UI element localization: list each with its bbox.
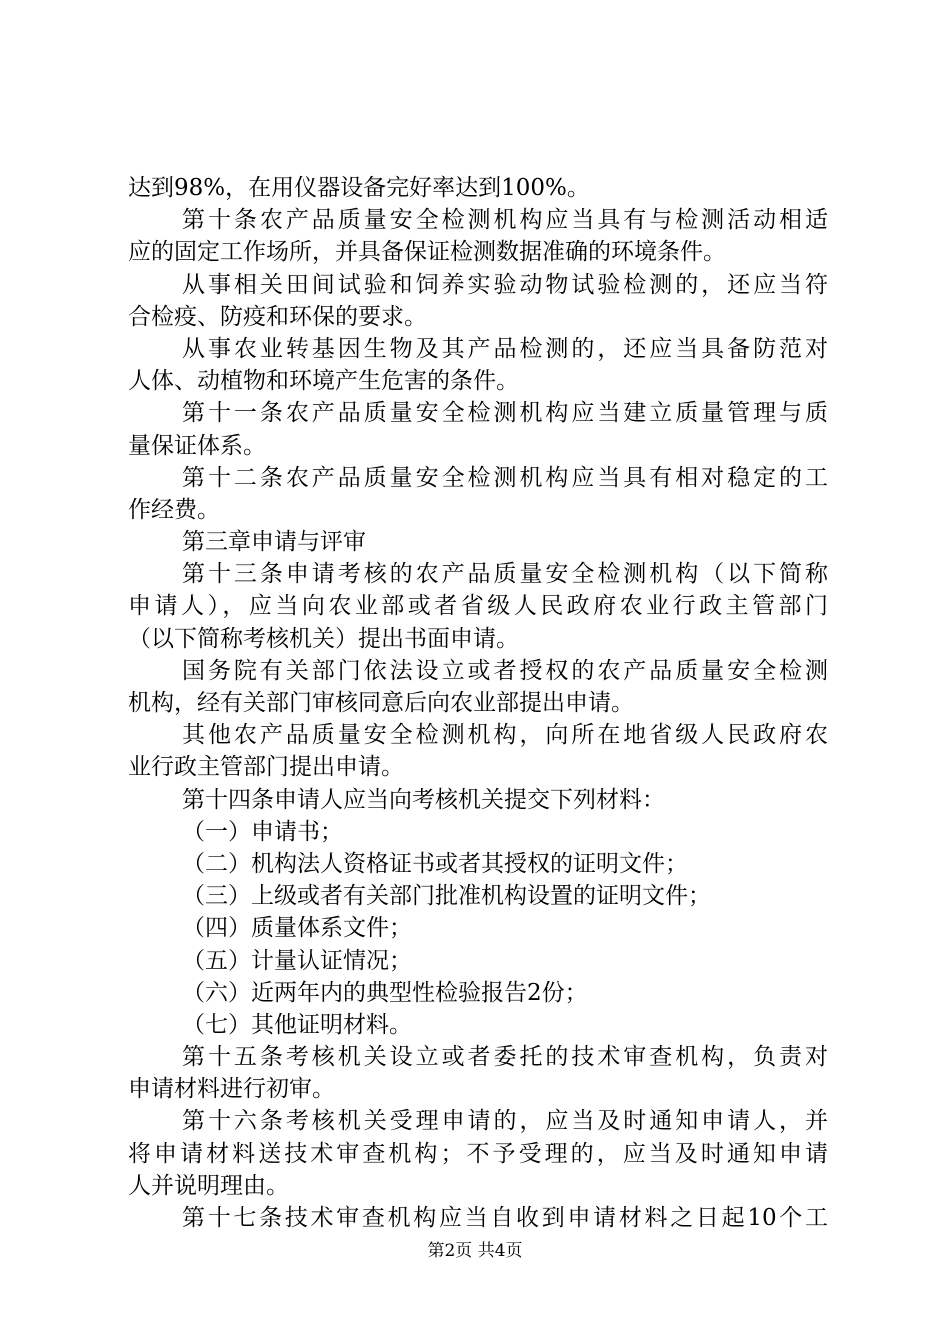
text-line: 量保证体系。 [128,432,266,459]
text-line: 其他农产品质量安全检测机构，向所在地省级人民政府农 [182,722,828,749]
text-line: 第十二条农产品质量安全检测机构应当具有相对稳定的工 [182,464,828,491]
text-line: 第十六条考核机关受理申请的，应当及时通知申请人，并 [182,1108,828,1135]
text-line: 人体、动植物和环境产生危害的条件。 [128,368,519,395]
text-line: （一）申请书； [182,818,343,845]
text-line: （二）机构法人资格证书或者其授权的证明文件； [182,850,688,877]
text-line: 从事农业转基因生物及其产品检测的，还应当具备防范对 [182,335,828,362]
text-line: 第十四条申请人应当向考核机关提交下列材料： [182,786,665,813]
text-line: 应的固定工作场所，并具备保证检测数据准确的环境条件。 [128,239,726,266]
text-line: 第十一条农产品质量安全检测机构应当建立质量管理与质 [182,400,828,427]
text-line: 机构，经有关部门审核同意后向农业部提出申请。 [128,690,634,716]
text-line: （四）质量体系文件； [182,915,412,942]
text-line: 第十七条技术审查机构应当自收到申请材料之日起10个工 [182,1205,828,1231]
text-line: （六）近两年内的典型性检验报告2份； [182,979,588,1006]
text-line: （五）计量认证情况； [182,947,412,974]
text-line: （七）其他证明材料。 [182,1011,412,1038]
text-line: 作经费。 [128,496,220,523]
text-line: 第三章申请与评审 [182,529,366,556]
text-line: 第十五条考核机关设立或者委托的技术审查机构，负责对 [182,1044,828,1071]
text-line: 第十三条申请考核的农产品质量安全检测机构（以下简称 [182,561,828,588]
text-line: （三）上级或者有关部门批准机构设置的证明文件； [182,883,711,910]
text-line: 将申请材料送技术审查机构；不予受理的，应当及时通知申请 [128,1140,828,1167]
text-line: 人并说明理由。 [128,1172,289,1199]
text-line: 从事相关田间试验和饲养实验动物试验检测的，还应当符 [182,271,828,298]
page-number-footer: 第2页 共4页 [427,1241,523,1261]
text-line: 第十条农产品质量安全检测机构应当具有与检测活动相适 [182,207,828,234]
text-line: 达到98%，在用仪器设备完好率达到100%。 [128,175,590,201]
text-line: 申请材料进行初审。 [128,1076,335,1103]
text-line: 申请人），应当向农业部或者省级人民政府农业行政主管部门 [128,593,828,620]
text-line: 业行政主管部门提出申请。 [128,754,404,781]
text-line: 国务院有关部门依法设立或者授权的农产品质量安全检测 [182,657,828,684]
text-line: （以下简称考核机关）提出书面申请。 [128,625,519,652]
text-line: 合检疫、防疫和环保的要求。 [128,303,427,330]
document-body [128,172,828,1234]
